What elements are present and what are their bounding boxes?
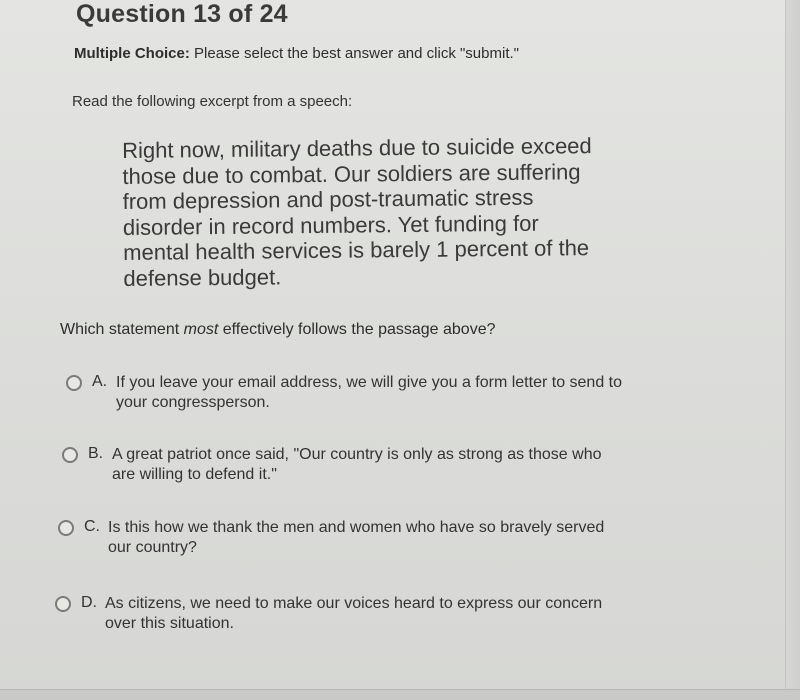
choice-d-letter: D.: [81, 594, 97, 611]
choice-d-text-line2: over this situation.: [105, 615, 234, 632]
choice-b-text-line1: A great patriot once said, "Our country is only as strong as those who: [112, 446, 602, 463]
choice-d-text-line1: As citizens, we need to make our voices heard to express our concern: [105, 595, 603, 612]
question-text-before: Which statement: [60, 321, 184, 338]
excerpt-line: those due to combat. Our soldiers are suffering: [122, 158, 581, 189]
choice-b-letter: B.: [88, 445, 104, 462]
choice-d-text: [105, 594, 602, 634]
excerpt-prompt: Read the following excerpt from a speech:: [72, 93, 353, 110]
excerpt-line: disorder in record numbers. Yet funding for: [122, 210, 539, 240]
choice-c-text-line2: our country?: [108, 539, 197, 556]
choice-c-text: [108, 518, 604, 558]
choice-b-text-line2: are willing to defend it.": [112, 466, 277, 483]
instructions-label: Multiple Choice:: [74, 45, 190, 62]
instructions-text: Please select the best answer and click "submit.": [189, 45, 519, 62]
choice-a-text-line1: If you leave your email address, we will give you a form letter to send to: [116, 374, 623, 391]
excerpt-line: defense budget.: [123, 263, 282, 291]
speech-excerpt: [122, 133, 644, 291]
choice-b-radio-button[interactable]: [62, 447, 78, 463]
choice-b-text: [112, 445, 602, 485]
answer-choice-a[interactable]: [66, 373, 706, 413]
answer-choice-b[interactable]: [62, 445, 692, 485]
choice-c-radio-button[interactable]: [58, 520, 74, 536]
answer-choice-d[interactable]: [55, 594, 705, 634]
page-bottom-edge: [0, 689, 800, 700]
choice-d-radio-button[interactable]: [55, 596, 71, 612]
excerpt-line: Right now, military deaths due to suicide exceed: [122, 133, 592, 163]
answer-choice-c[interactable]: [58, 518, 698, 558]
choice-a-text: [116, 373, 622, 413]
question-text-emphasis: most: [183, 321, 219, 338]
choice-c-text-line1: Is this how we thank the men and women who have so bravely served: [108, 519, 605, 536]
page-right-edge: [785, 0, 800, 700]
question-counter-title: Question 13 of 24: [76, 0, 288, 28]
choice-a-radio-button[interactable]: [66, 375, 82, 391]
choice-c-letter: C.: [84, 518, 100, 535]
question-text: [60, 321, 496, 339]
excerpt-line: mental health services is barely 1 percent of the: [123, 235, 590, 265]
question-text-after: effectively follows the passage above?: [218, 321, 496, 338]
excerpt-line: from depression and post-traumatic stress: [122, 184, 534, 214]
choice-a-text-line2: your congressperson.: [116, 394, 270, 411]
instructions: [74, 45, 519, 62]
choice-a-letter: A.: [92, 373, 108, 390]
